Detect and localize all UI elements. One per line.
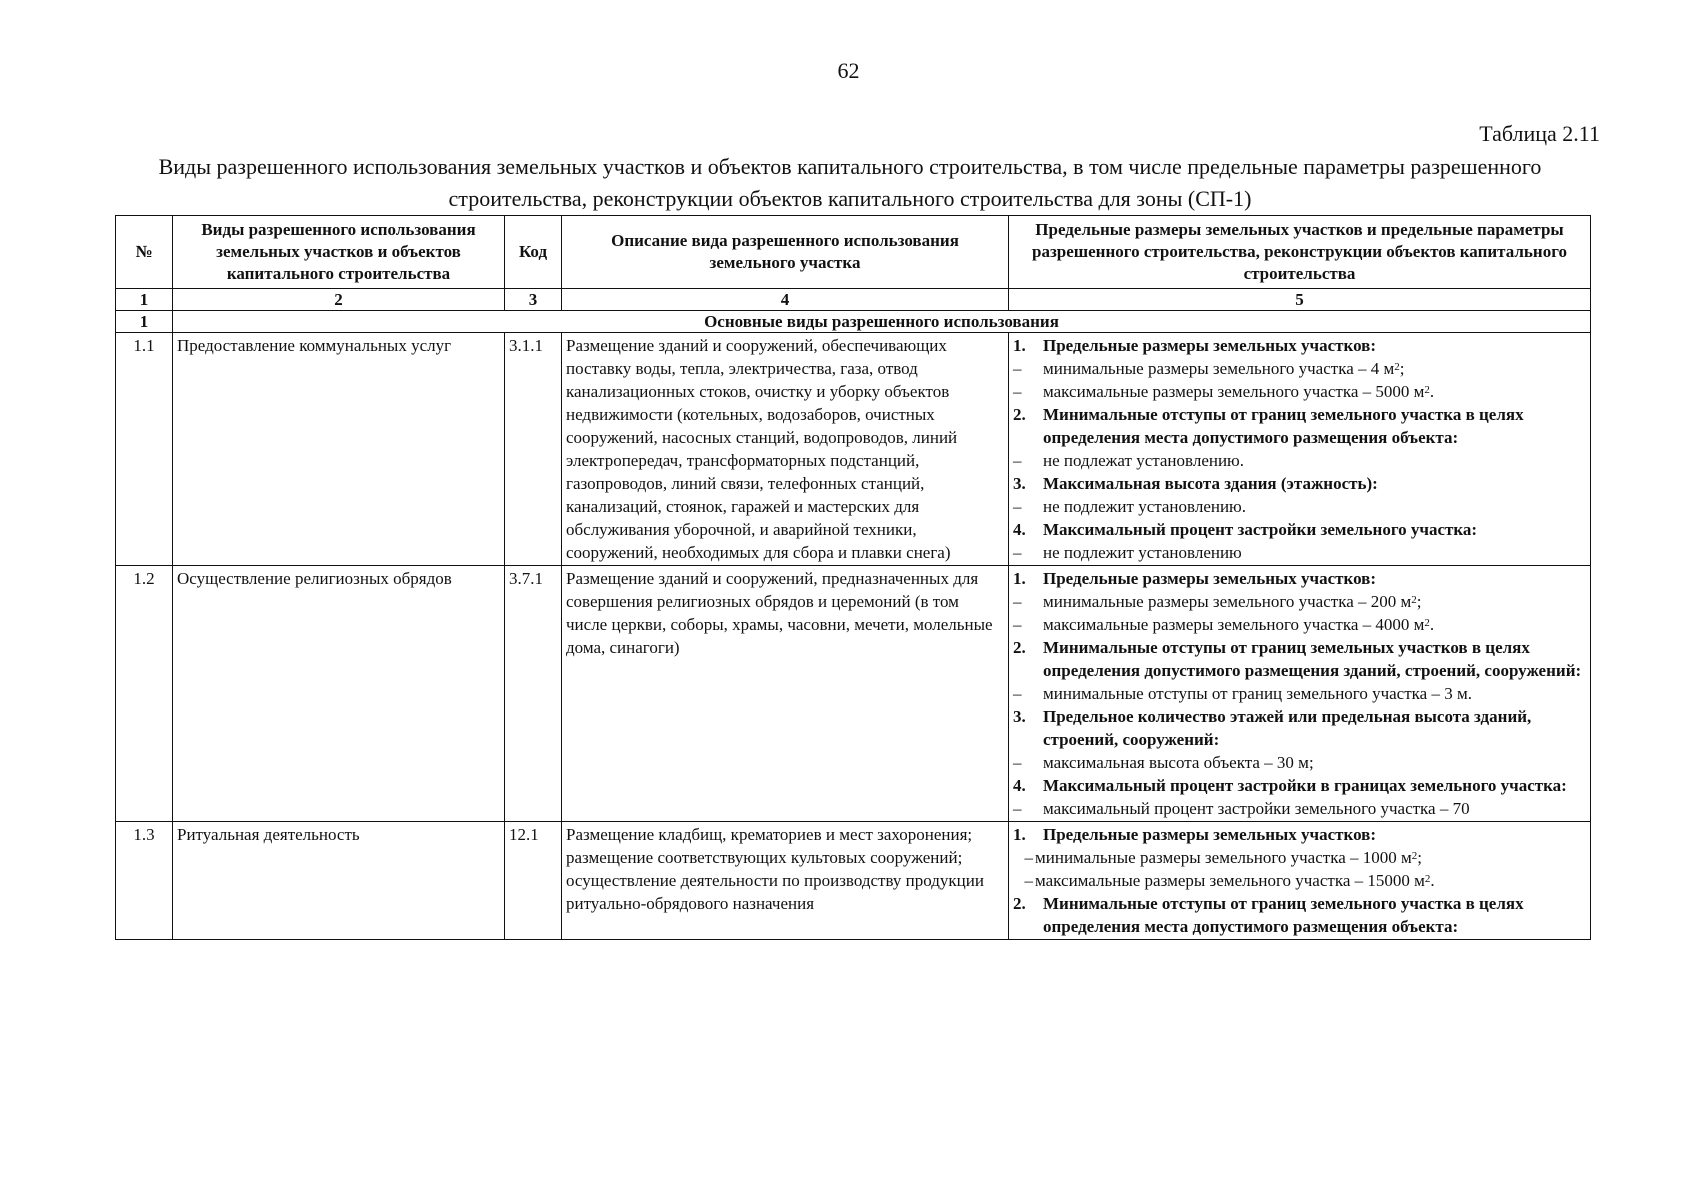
page-number: 62 bbox=[837, 58, 860, 83]
parameter-heading bbox=[1013, 518, 1586, 541]
row-number: 1.2 bbox=[116, 566, 173, 822]
parameter-text-main: минимальные размеры земельного участка – 4 м bbox=[1043, 359, 1395, 378]
superscript: 2 bbox=[1424, 384, 1430, 396]
parameter-text bbox=[1043, 705, 1586, 751]
superscript: 2 bbox=[1394, 361, 1400, 373]
header-number: № bbox=[116, 216, 173, 289]
parameter-text bbox=[1043, 472, 1586, 495]
list-number: 3. bbox=[1013, 474, 1026, 493]
column-numbers-row bbox=[116, 289, 1591, 311]
row-code: 3.7.1 bbox=[505, 566, 562, 822]
header-use-type: Виды разрешенного использования земельных участков и объектов капитального строительства bbox=[173, 216, 505, 289]
header-description: Описание вида разрешенного использования земельного участка bbox=[562, 216, 1009, 289]
parameter-text bbox=[1043, 682, 1586, 705]
list-number: 2. bbox=[1013, 405, 1026, 424]
description-line: Размещение кладбищ, крематориев и мест захоронения; bbox=[566, 825, 973, 844]
parameter-text-main: Предельные размеры земельных участков: bbox=[1043, 336, 1377, 355]
list-dash: – bbox=[1013, 359, 1022, 378]
parameter-heading bbox=[1013, 567, 1586, 590]
parameter-text bbox=[1043, 613, 1586, 636]
parameter-text bbox=[1043, 774, 1586, 797]
list-number: 2. bbox=[1013, 638, 1026, 657]
document-title: Виды разрешенного использования земельных участков и объектов капитального строительства, в том числе предельные параметры разрешенного строительства, реконструкции объектов капитального строительства для зоны (СП-1) bbox=[158, 154, 1542, 211]
list-number: 4. bbox=[1013, 520, 1026, 539]
parameter-heading bbox=[1013, 403, 1586, 449]
column-number: 3 bbox=[505, 289, 562, 311]
list-number: 1. bbox=[1013, 569, 1026, 588]
parameter-text-main: Минимальные отступы от границ земельного участка в целях определения места допустимого размещения объекта: bbox=[1043, 894, 1524, 936]
parameter-text bbox=[1043, 334, 1586, 357]
superscript: 2 bbox=[1424, 617, 1430, 629]
list-dash: – bbox=[1013, 382, 1022, 401]
parameter-heading bbox=[1013, 472, 1586, 495]
parameter-text bbox=[1043, 636, 1586, 682]
parameter-text-main: не подлежит установлению. bbox=[1043, 497, 1247, 516]
list-dash: – bbox=[1013, 684, 1022, 703]
description-line: размещение соответствующих культовых сооружений; bbox=[566, 848, 963, 867]
parameter-item bbox=[1013, 590, 1586, 613]
row-use-type: Предоставление коммунальных услуг bbox=[173, 333, 505, 566]
parameter-text bbox=[1043, 449, 1586, 472]
parameter-text bbox=[1043, 380, 1586, 403]
table-row bbox=[116, 333, 1591, 566]
column-number: 1 bbox=[116, 289, 173, 311]
parameter-text-main: максимальный процент застройки земельного участка – 70 bbox=[1043, 799, 1470, 818]
row-parameters bbox=[1009, 566, 1591, 822]
parameter-text-main: Предельные размеры земельных участков: bbox=[1043, 569, 1377, 588]
parameter-item bbox=[1013, 682, 1586, 705]
parameter-item bbox=[1013, 541, 1586, 564]
row-description: Размещение зданий и сооружений, обеспечивающих поставку воды, тепла, электричества, газа, отвод канализационных стоков, очистку и уборку объектов недвижимости (котельных, водозаборов, очистных сооружений, насосных станций, водопроводов, линий электропередач, трансформаторных подстанций, газопроводов, линий связи, телефонных станций, канализаций, стоянок, гаражей и мастерских для обслуживания уборочной, и аварийной техники, сооружений, необходимых для сбора и плавки снега) bbox=[562, 333, 1009, 566]
section-number: 1 bbox=[116, 311, 173, 333]
table-label: Таблица 2.11 bbox=[1479, 121, 1600, 146]
parameter-text-main: Предельные размеры земельных участков: bbox=[1043, 825, 1377, 844]
list-number: 1. bbox=[1013, 336, 1026, 355]
parameter-text bbox=[1043, 403, 1586, 449]
superscript: 2 bbox=[1424, 873, 1431, 885]
parameter-text-main: минимальные отступы от границ земельного участка – 3 м. bbox=[1043, 684, 1472, 703]
parameter-text-main: Максимальный процент застройки земельного участка: bbox=[1043, 520, 1478, 539]
column-number: 5 bbox=[1009, 289, 1591, 311]
parameter-text-tail: ; bbox=[1399, 359, 1405, 378]
parameter-item bbox=[1013, 797, 1586, 820]
parameter-text bbox=[1035, 846, 1586, 869]
parameter-text bbox=[1043, 567, 1586, 590]
parameter-heading bbox=[1013, 774, 1586, 797]
row-code: 3.1.1 bbox=[505, 333, 562, 566]
column-number: 2 bbox=[173, 289, 505, 311]
table-header-row bbox=[116, 216, 1591, 289]
parameter-heading bbox=[1013, 334, 1586, 357]
parameter-text bbox=[1043, 541, 1586, 564]
row-parameters bbox=[1009, 822, 1591, 940]
list-number: 1. bbox=[1013, 825, 1026, 844]
parameter-text bbox=[1043, 823, 1586, 846]
parameter-text-main: Предельное количество этажей или предельная высота зданий, строений, сооружений: bbox=[1043, 707, 1532, 749]
parameter-text-tail: ; bbox=[1417, 848, 1422, 867]
section-title: Основные виды разрешенного использования bbox=[173, 311, 1591, 333]
row-number: 1.1 bbox=[116, 333, 173, 566]
parameter-text-main: минимальные размеры земельного участка – 1000 м bbox=[1035, 848, 1412, 867]
row-code: 12.1 bbox=[505, 822, 562, 940]
row-number: 1.3 bbox=[116, 822, 173, 940]
parameter-text bbox=[1035, 869, 1586, 892]
list-dash: – bbox=[1013, 592, 1022, 611]
table-row bbox=[116, 566, 1591, 822]
parameter-text bbox=[1043, 892, 1586, 938]
section-row bbox=[116, 311, 1591, 333]
row-description bbox=[562, 822, 1009, 940]
list-number: 2. bbox=[1013, 894, 1026, 913]
list-dash: – bbox=[1013, 497, 1022, 516]
parameter-text bbox=[1043, 590, 1586, 613]
parameter-text bbox=[1043, 495, 1586, 518]
list-number: 4. bbox=[1013, 776, 1026, 795]
parameter-text-tail: . bbox=[1429, 382, 1435, 401]
table-row bbox=[116, 822, 1591, 940]
list-dash: – bbox=[1013, 753, 1022, 772]
list-dash: – bbox=[1013, 615, 1022, 634]
parameter-text-main: Минимальные отступы от границ земельных участков в целях определения допустимого размещения зданий, строений, сооружений: bbox=[1043, 638, 1582, 680]
parameter-text-main: максимальные размеры земельного участка – 15000 м bbox=[1035, 871, 1425, 890]
parameter-text bbox=[1043, 797, 1586, 820]
list-dash: – bbox=[1013, 543, 1022, 562]
list-dash: – bbox=[1013, 451, 1022, 470]
row-use-type: Ритуальная деятельность bbox=[173, 822, 505, 940]
list-dash: – bbox=[1024, 848, 1033, 867]
permitted-use-table bbox=[115, 215, 1591, 940]
header-code: Код bbox=[505, 216, 562, 289]
header-parameters: Предельные размеры земельных участков и предельные параметры разрешенного строительства, реконструкции объектов капитального строительства bbox=[1009, 216, 1591, 289]
parameter-text-tail: . bbox=[1429, 615, 1435, 634]
row-parameters bbox=[1009, 333, 1591, 566]
list-dash: – bbox=[1013, 799, 1022, 818]
parameter-heading bbox=[1013, 823, 1586, 846]
parameter-item bbox=[1013, 357, 1586, 380]
description-line: осуществление деятельности по производству продукции ритуально-обрядового назначения bbox=[566, 871, 984, 913]
parameter-heading bbox=[1013, 636, 1586, 682]
parameter-text-main: не подлежат установлению. bbox=[1043, 451, 1245, 470]
parameter-text-main: максимальные размеры земельного участка – 5000 м bbox=[1043, 382, 1425, 401]
row-use-type: Осуществление религиозных обрядов bbox=[173, 566, 505, 822]
parameter-item bbox=[1013, 613, 1586, 636]
superscript: 2 bbox=[1411, 594, 1417, 606]
parameter-heading bbox=[1013, 705, 1586, 751]
column-number: 4 bbox=[562, 289, 1009, 311]
parameter-text-main: не подлежит установлению bbox=[1043, 543, 1242, 562]
row-description: Размещение зданий и сооружений, предназначенных для совершения религиозных обрядов и церемоний (в том числе церкви, соборы, храмы, часовни, мечети, молельные дома, синагоги) bbox=[562, 566, 1009, 822]
parameter-text-main: Минимальные отступы от границ земельного участка в целях определения места допустимого размещения объекта: bbox=[1043, 405, 1524, 447]
parameter-item bbox=[1013, 869, 1586, 892]
parameter-text-main: максимальная высота объекта – 30 м; bbox=[1043, 753, 1314, 772]
parameter-text-main: минимальные размеры земельного участка – 200 м bbox=[1043, 592, 1412, 611]
parameter-heading bbox=[1013, 892, 1586, 938]
parameter-item bbox=[1013, 846, 1586, 869]
parameter-text-tail: . bbox=[1430, 871, 1435, 890]
parameter-text bbox=[1043, 357, 1586, 380]
parameter-text-main: максимальные размеры земельного участка – 4000 м bbox=[1043, 615, 1425, 634]
parameter-text-main: Максимальная высота здания (этажность): bbox=[1043, 474, 1378, 493]
superscript: 2 bbox=[1411, 850, 1418, 862]
parameter-item bbox=[1013, 380, 1586, 403]
parameter-item bbox=[1013, 495, 1586, 518]
parameter-item bbox=[1013, 751, 1586, 774]
parameter-item bbox=[1013, 449, 1586, 472]
list-number: 3. bbox=[1013, 707, 1026, 726]
list-dash: – bbox=[1024, 871, 1033, 890]
parameter-text bbox=[1043, 518, 1586, 541]
parameter-text-tail: ; bbox=[1416, 592, 1422, 611]
parameter-text bbox=[1043, 751, 1586, 774]
parameter-text-main: Максимальный процент застройки в границах земельного участка: bbox=[1043, 776, 1567, 795]
